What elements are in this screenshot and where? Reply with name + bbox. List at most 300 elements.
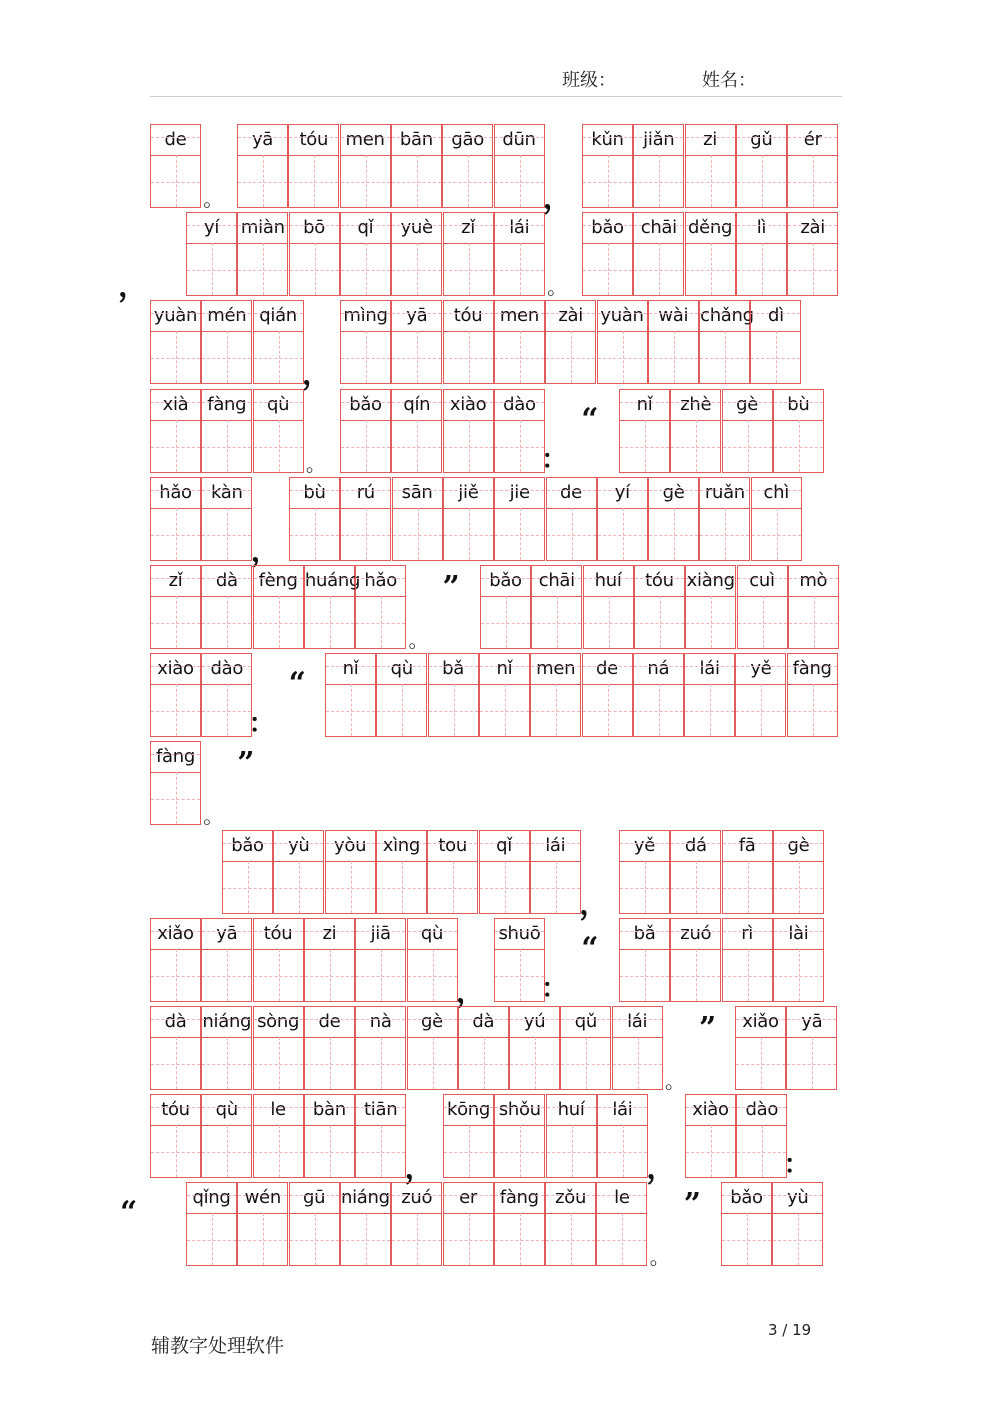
char-cell <box>612 1006 663 1090</box>
pinyin-text: wén <box>244 1187 281 1209</box>
char-cell <box>340 212 391 296</box>
guide-line <box>737 1107 786 1108</box>
punct-period: 。 <box>408 628 429 652</box>
guide-line <box>315 508 316 560</box>
guide-line <box>377 666 426 667</box>
guide-line <box>738 578 787 579</box>
guide-line <box>366 1213 367 1265</box>
guide-line <box>723 931 772 932</box>
guide-line <box>556 684 557 736</box>
guide-line <box>547 1107 596 1108</box>
pinyin-text: kōng <box>446 1099 491 1121</box>
pinyin-text: gè <box>662 481 685 503</box>
pinyin-text: huáng <box>304 570 361 591</box>
pinyin-text: jie <box>509 481 530 503</box>
guide-line <box>433 949 434 1001</box>
pinyin-text: qù <box>215 1099 238 1121</box>
guide-line <box>469 331 470 383</box>
pinyin-text: hǎo <box>159 481 192 503</box>
pinyin-text: xìng <box>382 834 421 856</box>
guide-line <box>151 490 200 491</box>
guide-line <box>572 508 573 560</box>
guide-line <box>444 313 493 314</box>
char-cell <box>736 212 787 296</box>
pinyin-text: men <box>345 129 385 150</box>
pinyin-text: bù <box>303 481 326 503</box>
guide-line <box>671 402 720 403</box>
pinyin-text: wài <box>658 305 689 327</box>
guide-line <box>223 843 272 844</box>
guide-line <box>429 666 478 667</box>
pinyin-text: de <box>596 658 618 680</box>
guide-line <box>608 684 609 736</box>
guide-line <box>598 1107 647 1108</box>
guide-line <box>671 843 720 844</box>
guide-line <box>505 684 506 736</box>
guide-line <box>468 155 469 207</box>
char-cell <box>201 565 252 649</box>
punct-comma: ， <box>646 1151 677 1187</box>
pinyin-text: zǐ <box>168 570 183 591</box>
guide-line <box>341 313 390 314</box>
char-cell <box>376 653 427 737</box>
guide-line <box>326 843 375 844</box>
guide-line <box>480 666 529 667</box>
guide-line <box>176 331 177 383</box>
pinyin-text: zhè <box>680 393 712 415</box>
guide-line <box>660 596 661 648</box>
guide-line <box>748 949 749 1001</box>
guide-line <box>341 402 390 403</box>
guide-line <box>356 578 405 579</box>
guide-line <box>737 225 786 226</box>
guide-line <box>583 137 632 138</box>
guide-line <box>634 225 683 226</box>
pinyin-text: lì <box>756 217 767 239</box>
guide-line <box>330 949 331 1001</box>
pinyin-text: bǎo <box>730 1187 763 1209</box>
char-cell <box>443 1182 494 1266</box>
pinyin-text: sān <box>401 481 433 503</box>
char-cell <box>494 918 545 1002</box>
char-cell <box>340 1182 391 1266</box>
pinyin-text: xià <box>162 393 189 415</box>
char-cell <box>751 477 802 561</box>
guide-line <box>671 931 720 932</box>
pinyin-text: mìng <box>343 305 388 327</box>
guide-line <box>299 861 300 913</box>
guide-line <box>305 1107 354 1108</box>
pinyin-text: xiàng <box>686 570 735 591</box>
pinyin-text: lái <box>699 658 720 680</box>
guide-line <box>381 1125 382 1177</box>
guide-line <box>366 508 367 560</box>
char-cell <box>494 477 545 561</box>
guide-line <box>495 490 544 491</box>
char-cell <box>150 741 201 825</box>
char-cell <box>201 1006 252 1090</box>
char-cell <box>325 653 376 737</box>
char-cell <box>530 653 581 737</box>
pinyin-text: gè <box>421 1011 443 1032</box>
pinyin-text: gè <box>787 834 810 856</box>
pinyin-text: jiā <box>370 922 391 944</box>
guide-line <box>227 1125 228 1177</box>
char-cell <box>304 565 361 649</box>
pinyin-text: zuó <box>401 1187 433 1209</box>
guide-line <box>520 155 521 207</box>
guide-line <box>151 1019 200 1020</box>
pinyin-text: niáng <box>341 1187 390 1209</box>
char-cell <box>391 300 442 384</box>
pinyin-text: kàn <box>210 481 243 503</box>
guide-line <box>314 155 315 207</box>
guide-line <box>315 1213 316 1265</box>
guide-line <box>392 402 441 403</box>
pinyin-text: yě <box>750 658 772 680</box>
char-cell <box>325 830 376 914</box>
guide-line <box>176 1037 177 1089</box>
guide-line <box>495 225 544 226</box>
guide-line <box>279 420 280 472</box>
guide-line <box>535 1037 536 1089</box>
pinyin-text: kǔn <box>591 129 624 150</box>
char-cell <box>583 565 634 649</box>
punct-period: 。 <box>649 1245 670 1270</box>
pinyin-text: rú <box>356 481 375 503</box>
guide-line <box>532 578 581 579</box>
char-cell <box>736 124 787 208</box>
guide-line <box>620 843 669 844</box>
guide-line <box>520 243 521 295</box>
guide-line <box>151 666 200 667</box>
guide-line <box>290 490 339 491</box>
guide-line <box>556 861 557 913</box>
guide-line <box>520 1125 521 1177</box>
pinyin-text: yuàn <box>153 305 198 327</box>
guide-line <box>377 843 426 844</box>
guide-line <box>495 402 544 403</box>
guide-line <box>634 666 683 667</box>
pinyin-text: xiào <box>449 393 487 415</box>
guide-line <box>238 225 287 226</box>
pinyin-text: bō <box>303 217 326 239</box>
pinyin-text: bān <box>399 129 433 150</box>
guide-line <box>212 243 213 295</box>
char-cell <box>545 300 596 384</box>
guide-line <box>151 313 200 314</box>
guide-line <box>341 1195 390 1196</box>
char-cell <box>722 830 773 914</box>
guide-line <box>747 1213 748 1265</box>
char-cell <box>735 1006 786 1090</box>
guide-line <box>762 155 763 207</box>
guide-line <box>799 420 800 472</box>
pinyin-text: yuè <box>400 217 433 239</box>
pinyin-text: fàng <box>499 1187 539 1209</box>
guide-line <box>620 402 669 403</box>
char-cell <box>773 918 824 1002</box>
guide-line <box>645 420 646 472</box>
punct-comma: ， <box>301 357 332 393</box>
guide-line <box>598 313 647 314</box>
char-cell <box>685 1094 736 1178</box>
char-cell <box>391 124 442 208</box>
pinyin-text: dào <box>210 658 244 680</box>
guide-line <box>330 1125 331 1177</box>
char-cell <box>340 389 391 473</box>
char-cell <box>531 565 582 649</box>
guide-line <box>176 155 177 207</box>
guide-line <box>381 596 382 648</box>
guide-line <box>736 666 785 667</box>
char-cell <box>773 389 824 473</box>
guide-line <box>799 949 800 1001</box>
guide-line <box>725 331 726 383</box>
pinyin-text: yā <box>216 922 238 944</box>
guide-line <box>520 420 521 472</box>
char-cell <box>633 653 684 737</box>
char-cell <box>494 300 545 384</box>
guide-line <box>176 772 177 824</box>
guide-line <box>674 508 675 560</box>
pinyin-text: hǎo <box>364 570 397 591</box>
guide-line <box>711 243 712 295</box>
guide-line <box>520 508 521 560</box>
char-cell <box>304 1094 355 1178</box>
char-cell <box>391 1182 442 1266</box>
pinyin-text: lài <box>788 922 809 944</box>
guide-line <box>151 1107 200 1108</box>
pinyin-text: jiě <box>458 481 479 503</box>
pinyin-text: lái <box>545 834 566 856</box>
pinyin-text: tóu <box>161 1099 190 1121</box>
punct-period: 。 <box>665 1069 685 1093</box>
pinyin-text: qù <box>266 393 290 415</box>
char-cell <box>633 212 684 296</box>
guide-line <box>571 331 572 383</box>
guide-line <box>686 225 735 226</box>
char-cell <box>722 918 773 1002</box>
guide-line <box>366 420 367 472</box>
guide-line <box>326 666 375 667</box>
name-label: 姓名： <box>702 70 756 91</box>
char-cell <box>150 1006 201 1090</box>
pinyin-text: fàng <box>155 746 195 768</box>
pinyin-text: tóu <box>299 129 329 150</box>
guide-line <box>546 313 595 314</box>
guide-line <box>202 931 251 932</box>
pinyin-text: dà <box>164 1011 187 1032</box>
guide-line <box>248 861 249 913</box>
char-cell <box>253 300 304 384</box>
guide-line <box>366 331 367 383</box>
guide-line <box>495 137 544 138</box>
punct-period: 。 <box>305 451 326 476</box>
pinyin-text: yòu <box>334 834 367 856</box>
guide-line <box>356 1107 405 1108</box>
pinyin-text: zuó <box>680 922 712 944</box>
guide-line <box>187 1195 236 1196</box>
char-cell <box>201 1094 252 1178</box>
pinyin-text: gū <box>302 1187 326 1209</box>
char-cell <box>201 300 252 384</box>
guide-line <box>613 1019 662 1020</box>
char-cell <box>443 477 494 561</box>
char-cell <box>392 477 443 561</box>
pinyin-text: de <box>560 481 582 503</box>
guide-line <box>659 155 660 207</box>
char-cell <box>773 830 824 914</box>
guide-line <box>710 684 711 736</box>
guide-line <box>623 331 624 383</box>
guide-line <box>696 420 697 472</box>
guide-line <box>254 1019 303 1020</box>
guide-line <box>510 1019 559 1020</box>
guide-line <box>330 596 331 648</box>
char-cell <box>509 1006 560 1090</box>
guide-line <box>212 1213 213 1265</box>
pinyin-text: xiào <box>692 1099 729 1121</box>
punct-close-quote: ” <box>237 746 255 782</box>
char-cell <box>788 565 839 649</box>
char-cell <box>597 1094 648 1178</box>
guide-line <box>609 596 610 648</box>
guide-line <box>799 861 800 913</box>
pinyin-text: shǒu <box>498 1099 541 1121</box>
pinyin-text: tóu <box>263 922 293 944</box>
class-label: 班级： <box>562 70 616 91</box>
char-cell <box>546 477 597 561</box>
guide-line <box>469 1213 470 1265</box>
char-cell <box>355 1094 406 1178</box>
guide-line <box>454 684 455 736</box>
char-cell <box>186 212 237 296</box>
guide-line <box>176 420 177 472</box>
pinyin-text: yuàn <box>600 305 644 327</box>
pinyin-text: ná <box>647 658 670 680</box>
guide-line <box>469 243 470 295</box>
guide-line <box>202 490 251 491</box>
pinyin-text: bǎ <box>633 922 656 944</box>
guide-line <box>393 490 442 491</box>
guide-line <box>469 420 470 472</box>
guide-line <box>777 508 778 560</box>
guide-line <box>686 1107 735 1108</box>
guide-line <box>238 137 287 138</box>
guide-line <box>444 225 493 226</box>
char-cell <box>596 1182 647 1266</box>
guide-line <box>402 861 403 913</box>
char-cell <box>289 1182 340 1266</box>
guide-line <box>645 861 646 913</box>
guide-line <box>813 684 814 736</box>
pinyin-text: tou <box>438 834 467 856</box>
punct-comma: ， <box>118 269 148 305</box>
guide-line <box>645 949 646 1001</box>
guide-line <box>531 843 580 844</box>
guide-line <box>227 596 228 648</box>
footer-software-name: 辅教字处理软件 <box>151 1335 285 1357</box>
header-divider <box>150 96 842 97</box>
char-cell <box>201 477 252 561</box>
char-cell <box>355 565 406 649</box>
guide-line <box>787 1019 836 1020</box>
guide-line <box>608 155 609 207</box>
guide-line <box>151 578 200 579</box>
guide-line <box>813 155 814 207</box>
char-cell <box>597 300 648 384</box>
char-cell <box>619 918 670 1002</box>
guide-line <box>392 225 441 226</box>
pinyin-text: qù <box>420 922 444 944</box>
pinyin-text: de <box>318 1011 341 1032</box>
char-cell <box>222 830 273 914</box>
guide-line <box>341 490 390 491</box>
pinyin-text: men <box>536 658 576 680</box>
guide-line <box>659 243 660 295</box>
pinyin-text: nà <box>369 1011 392 1032</box>
char-cell <box>355 918 406 1002</box>
guide-line <box>254 313 303 314</box>
punct-period: 。 <box>203 804 224 829</box>
pinyin-text: xiǎo <box>157 922 194 944</box>
guide-line <box>812 1037 813 1089</box>
char-cell <box>546 1094 597 1178</box>
guide-line <box>444 1107 493 1108</box>
guide-line <box>202 1107 251 1108</box>
pinyin-text: lái <box>627 1011 648 1032</box>
char-cell <box>340 124 391 208</box>
guide-line <box>151 402 200 403</box>
pinyin-text: fàng <box>207 393 247 415</box>
char-cell <box>480 565 531 649</box>
guide-line <box>289 137 338 138</box>
pinyin-text: de <box>164 129 187 150</box>
char-cell <box>253 918 304 1002</box>
guide-line <box>444 1195 493 1196</box>
char-cell <box>670 389 721 473</box>
punct-open-quote: “ <box>581 930 599 966</box>
char-cell <box>786 1006 837 1090</box>
char-cell <box>479 830 530 914</box>
guide-line <box>366 155 367 207</box>
guide-line <box>638 1037 639 1089</box>
pinyin-text: bù <box>787 393 810 415</box>
guide-line <box>402 684 403 736</box>
guide-line <box>623 1125 624 1177</box>
char-cell <box>150 653 201 737</box>
char-cell <box>494 212 545 296</box>
pinyin-text: yě <box>633 834 656 856</box>
char-cell <box>407 918 458 1002</box>
punct-open-quote: “ <box>288 666 306 702</box>
guide-line <box>635 578 684 579</box>
char-cell <box>443 212 494 296</box>
pinyin-text: zi <box>322 922 337 944</box>
guide-line <box>763 596 764 648</box>
pinyin-text: shuō <box>498 922 541 944</box>
char-cell <box>648 300 699 384</box>
punct-colon: ： <box>248 709 275 740</box>
guide-line <box>505 861 506 913</box>
char-cell <box>150 124 201 208</box>
pinyin-text: lái <box>612 1099 633 1121</box>
char-cell <box>304 1006 355 1090</box>
guide-line <box>315 243 316 295</box>
pinyin-text: xiǎo <box>742 1011 779 1032</box>
pinyin-text: qín <box>403 393 431 415</box>
